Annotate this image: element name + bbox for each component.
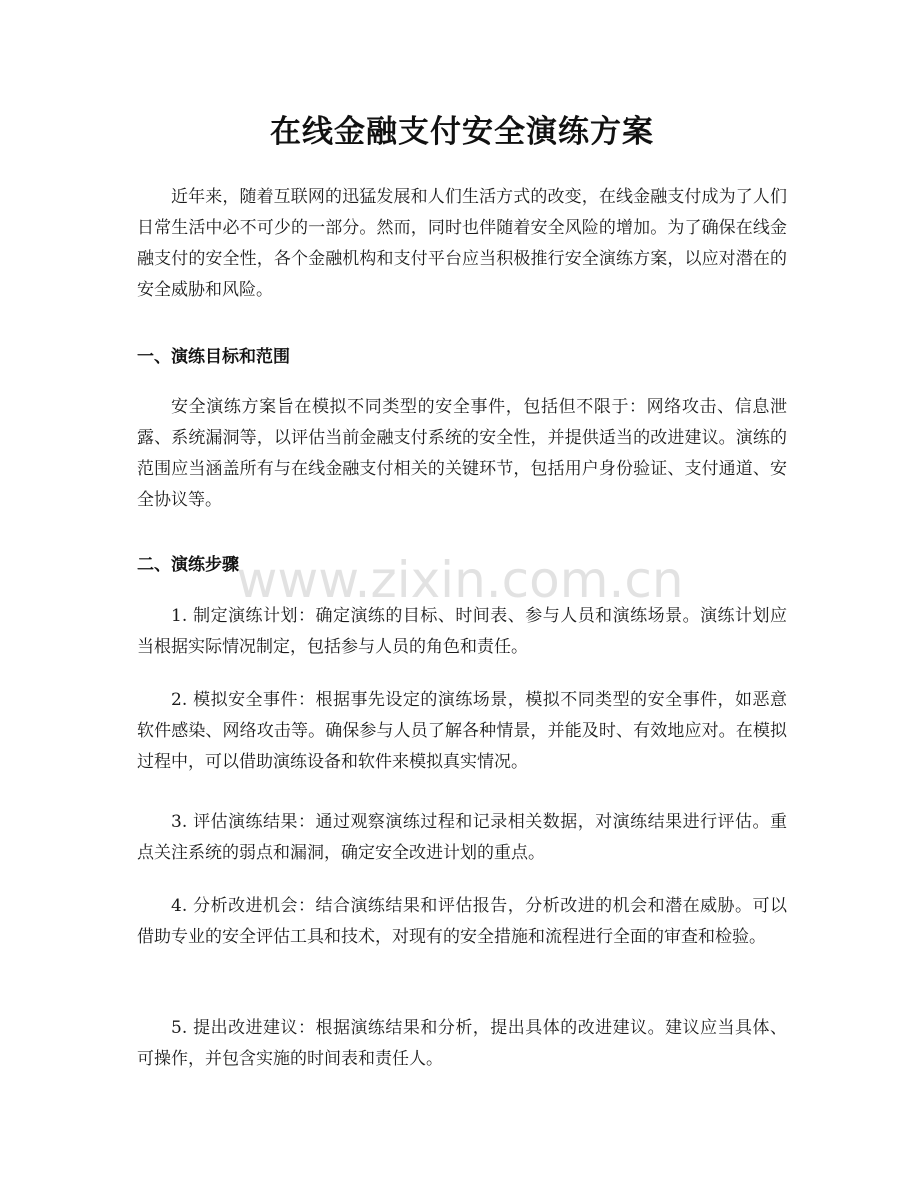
step-2-paragraph: 2. 模拟安全事件：根据事先设定的演练场景，模拟不同类型的安全事件，如恶意软件感染、网络攻击等。确保参与人员了解各种情景，并能及时、有效地应对。在模拟过程中，可以借助演练设备和软件来模拟真实情况。 [137,690,787,772]
watermark: www.zixin.com.cn [236,551,684,609]
step-4-paragraph: 4. 分析改进机会：结合演练结果和评估报告，分析改进的机会和潜在威胁。可以借助专业的安全评估工具和技术，对现有的安全措施和流程进行全面的审查和检验。 [137,896,787,947]
goals-paragraph: 安全演练方案旨在模拟不同类型的安全事件，包括但不限于：网络攻击、信息泄露、系统漏洞等，以评估当前金融支付系统的安全性，并提供适当的改进建议。演练的范围应当涵盖所有与在线金融支付相关的关键环节，包括用户身份验证、支付通道、安全协议等。 [137,397,787,510]
step-1-paragraph: 1. 制定演练计划：确定演练的目标、时间表、参与人员和演练场景。演练计划应当根据实际情况制定，包括参与人员的角色和责任。 [137,606,787,657]
intro-paragraph: 近年来，随着互联网的迅猛发展和人们生活方式的改变，在线金融支付成为了人们日常生活中必不可少的一部分。然而，同时也伴随着安全风险的增加。为了确保在线金融支付的安全性，各个金融机构和支付平台应当积极推行安全演练方案，以应对潜在的安全威胁和风险。 [137,187,787,300]
step-5-paragraph: 5. 提出改进建议：根据演练结果和分析，提出具体的改进建议。建议应当具体、可操作，并包含实施的时间表和责任人。 [137,1018,787,1069]
document-title: 在线金融支付安全演练方案 [270,114,654,150]
section-heading-goals: 一、演练目标和范围 [137,347,290,367]
section-heading-steps: 二、演练步骤 [137,555,239,575]
step-3-paragraph: 3. 评估演练结果：通过观察演练过程和记录相关数据，对演练结果进行评估。重点关注系统的弱点和漏洞，确定安全改进计划的重点。 [137,812,787,863]
